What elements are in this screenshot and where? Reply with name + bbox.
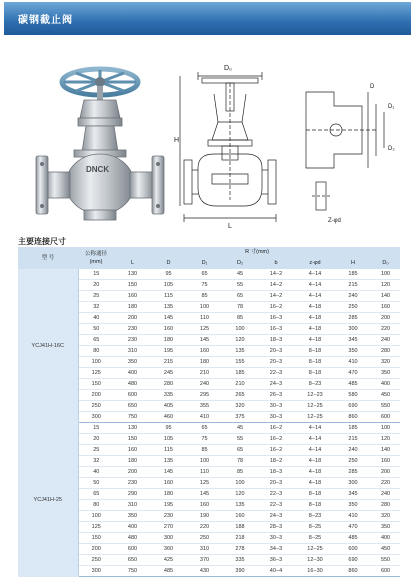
table-cell: 320 — [223, 401, 257, 412]
table-cell: 285 — [335, 467, 371, 478]
table-cell: 400 — [371, 533, 400, 544]
col-subheader: D — [151, 256, 186, 269]
table-cell: 140 — [371, 291, 400, 302]
table-cell: 45 — [223, 269, 257, 280]
table-cell: 160 — [223, 511, 257, 522]
table-cell: 78 — [223, 302, 257, 313]
table-cell: 410 — [335, 357, 371, 368]
table-cell: 135 — [151, 302, 186, 313]
table-cell: 50 — [78, 478, 114, 489]
table-cell: 278 — [223, 544, 257, 555]
table-cell: 4−14 — [295, 269, 335, 280]
table-cell: 405 — [151, 401, 186, 412]
table-cell: 8−18 — [295, 357, 335, 368]
table-cell: 300 — [335, 324, 371, 335]
table-cell: 230 — [114, 335, 151, 346]
table-cell: 220 — [371, 478, 400, 489]
table-cell: 550 — [371, 401, 400, 412]
table-cell: 250 — [335, 302, 371, 313]
table-cell: 8−18 — [295, 346, 335, 357]
table-cell: 370 — [186, 555, 223, 566]
table-cell: 8−18 — [295, 500, 335, 511]
table-cell: 16−2 — [257, 434, 295, 445]
table-cell: 32 — [78, 302, 114, 313]
table-cell: 600 — [114, 390, 151, 401]
table-cell: 485 — [335, 533, 371, 544]
table-cell: 188 — [223, 522, 257, 533]
table-cell: 65 — [186, 269, 223, 280]
table-cell: 8−18 — [295, 489, 335, 500]
table-cell: 180 — [186, 357, 223, 368]
table-cell: 860 — [335, 566, 371, 577]
table-cell: 4−14 — [295, 423, 335, 434]
table-cell: 230 — [151, 511, 186, 522]
table-cell: 4−18 — [295, 335, 335, 346]
table-cell: 15 — [78, 423, 114, 434]
table-cell: 135 — [223, 346, 257, 357]
table-cell: 135 — [151, 456, 186, 467]
table-cell: 85 — [186, 291, 223, 302]
table-cell: 100 — [371, 423, 400, 434]
col-header-dn — [78, 247, 114, 269]
table-cell: 30−3 — [257, 533, 295, 544]
table-cell: 200 — [78, 390, 114, 401]
table-cell: 270 — [151, 522, 186, 533]
table-cell: 410 — [186, 412, 223, 423]
col-header-type: 型 号 — [18, 247, 78, 269]
table-cell: 150 — [78, 379, 114, 390]
table-cell: 400 — [371, 379, 400, 390]
table-cell: 580 — [335, 390, 371, 401]
table-cell: 115 — [151, 445, 186, 456]
table-cell: 485 — [151, 566, 186, 577]
table-cell: 200 — [371, 313, 400, 324]
table-cell: 140 — [371, 445, 400, 456]
label-l: L — [228, 223, 232, 230]
table-cell: 130 — [114, 269, 151, 280]
table-cell: 16−2 — [257, 423, 295, 434]
table-cell: 100 — [223, 324, 257, 335]
table-cell: 180 — [114, 456, 151, 467]
table-cell: 36−3 — [257, 555, 295, 566]
table-cell: 40 — [78, 313, 114, 324]
table-cell: 100 — [78, 357, 114, 368]
table-cell: 150 — [114, 434, 151, 445]
table-cell: 32 — [78, 456, 114, 467]
table-cell: 860 — [335, 412, 371, 423]
table-cell: 400 — [114, 368, 151, 379]
col-subheader: D₁ — [186, 256, 223, 269]
table-cell: 75 — [186, 434, 223, 445]
table-cell: 75 — [186, 280, 223, 291]
col-header-dims: R 寸(mm) — [114, 247, 400, 256]
table-cell: 350 — [371, 368, 400, 379]
table-cell: 480 — [114, 379, 151, 390]
table-row — [18, 423, 400, 434]
page-title: 碳钢截止阀 — [18, 15, 73, 26]
table-cell: 16−3 — [257, 313, 295, 324]
table-cell: 78 — [223, 456, 257, 467]
table-cell: 195 — [151, 500, 186, 511]
table-cell: 105 — [151, 280, 186, 291]
table-cell: 12−25 — [295, 544, 335, 555]
table-cell: 16−3 — [257, 324, 295, 335]
table-cell: 105 — [151, 434, 186, 445]
table-cell: 30−3 — [257, 412, 295, 423]
table-cell: 20 — [78, 434, 114, 445]
table-cell: 310 — [114, 500, 151, 511]
table-cell: 65 — [223, 291, 257, 302]
table-cell: 12−25 — [295, 412, 335, 423]
table-cell: 550 — [371, 555, 400, 566]
section-title: 主要连接尺寸 — [18, 237, 66, 246]
table-cell: 28−3 — [257, 522, 295, 533]
col-subheader: H — [335, 256, 371, 269]
table-cell: 280 — [371, 500, 400, 511]
table-cell: 4−14 — [295, 291, 335, 302]
table-cell: 250 — [186, 533, 223, 544]
table-cell: 300 — [78, 412, 114, 423]
table-cell: 55 — [223, 434, 257, 445]
table-cell: 100 — [223, 478, 257, 489]
table-cell: 85 — [223, 313, 257, 324]
table-cell: 200 — [114, 313, 151, 324]
table-cell: 350 — [335, 346, 371, 357]
model-cell: YCJ41H-16C — [18, 269, 78, 423]
table-cell: 240 — [371, 335, 400, 346]
table-cell: 160 — [371, 302, 400, 313]
table-cell: 310 — [186, 544, 223, 555]
table-cell: 34−3 — [257, 544, 295, 555]
table-cell: 245 — [151, 368, 186, 379]
table-cell: 160 — [186, 346, 223, 357]
table-cell: 400 — [114, 522, 151, 533]
table-cell: 250 — [78, 555, 114, 566]
table-cell: 180 — [151, 335, 186, 346]
table-cell: 215 — [335, 434, 371, 445]
table-cell: 95 — [151, 269, 186, 280]
table-cell: 14−2 — [257, 269, 295, 280]
table-cell: 45 — [223, 423, 257, 434]
table-cell: 120 — [223, 335, 257, 346]
table-cell: 15 — [78, 269, 114, 280]
table-cell: 185 — [335, 423, 371, 434]
table-cell: 250 — [335, 456, 371, 467]
table-cell: 335 — [151, 390, 186, 401]
table-cell: 155 — [223, 357, 257, 368]
table-row — [18, 269, 400, 280]
table-cell: 25 — [78, 445, 114, 456]
table-cell: 350 — [335, 500, 371, 511]
table-cell: 160 — [151, 478, 186, 489]
table-cell: 320 — [371, 511, 400, 522]
table-cell: 220 — [371, 324, 400, 335]
table-cell: 4−18 — [295, 302, 335, 313]
table-cell: 320 — [371, 357, 400, 368]
table-cell: 345 — [335, 489, 371, 500]
table-cell: 190 — [186, 511, 223, 522]
table-cell: 110 — [186, 467, 223, 478]
table-cell: 85 — [186, 445, 223, 456]
table-cell: 120 — [223, 489, 257, 500]
table-cell: 20 — [78, 280, 114, 291]
table-cell: 125 — [186, 478, 223, 489]
table-cell: 120 — [371, 434, 400, 445]
table-cell: 4−18 — [295, 324, 335, 335]
table-cell: 350 — [114, 357, 151, 368]
table-cell: 8−23 — [295, 379, 335, 390]
table-cell: 12−30 — [295, 555, 335, 566]
table-cell: 20−3 — [257, 357, 295, 368]
table-cell: 425 — [151, 555, 186, 566]
table-cell: 200 — [371, 467, 400, 478]
table-cell: 750 — [114, 412, 151, 423]
table-cell: 24−3 — [257, 511, 295, 522]
table-cell: 8−25 — [295, 533, 335, 544]
table-cell: 160 — [371, 456, 400, 467]
table-cell: 100 — [78, 511, 114, 522]
table-cell: 50 — [78, 324, 114, 335]
table-cell: 8−18 — [295, 368, 335, 379]
table-cell: 18−3 — [257, 335, 295, 346]
valve-photo — [28, 60, 178, 232]
table-cell: 160 — [186, 500, 223, 511]
table-cell: 14−2 — [257, 291, 295, 302]
table-cell: 280 — [151, 379, 186, 390]
table-cell: 240 — [186, 379, 223, 390]
table-cell: 65 — [78, 335, 114, 346]
table-cell: 40 — [78, 467, 114, 478]
table-cell: 450 — [371, 390, 400, 401]
table-cell: 355 — [186, 401, 223, 412]
table-cell: 295 — [186, 390, 223, 401]
table-cell: 110 — [186, 313, 223, 324]
table-cell: 460 — [151, 412, 186, 423]
page-header — [4, 2, 411, 35]
table-cell: 218 — [223, 533, 257, 544]
table-cell: 12−23 — [295, 390, 335, 401]
table-cell: 280 — [371, 346, 400, 357]
table-cell: 8−25 — [295, 522, 335, 533]
table-cell: 300 — [78, 566, 114, 577]
table-cell: 16−2 — [257, 302, 295, 313]
table-cell: 600 — [114, 544, 151, 555]
table-cell: 690 — [335, 401, 371, 412]
table-cell: 200 — [78, 544, 114, 555]
label-d0: D₀ — [224, 65, 232, 72]
table-cell: 285 — [335, 313, 371, 324]
table-cell: 20−3 — [257, 346, 295, 357]
table-cell: 690 — [335, 555, 371, 566]
table-cell: 80 — [78, 500, 114, 511]
table-cell: 150 — [78, 533, 114, 544]
table-cell: 180 — [151, 489, 186, 500]
figures-area — [0, 40, 415, 235]
table-cell: 215 — [151, 357, 186, 368]
table-cell: 65 — [186, 423, 223, 434]
table-cell: 115 — [151, 291, 186, 302]
table-cell: 350 — [114, 511, 151, 522]
table-cell: 40−4 — [257, 566, 295, 577]
table-cell: 4−14 — [295, 280, 335, 291]
table-cell: 150 — [114, 280, 151, 291]
table-cell: 240 — [335, 445, 371, 456]
table-cell: 125 — [186, 324, 223, 335]
table-cell: 65 — [78, 489, 114, 500]
table-cell: 12−25 — [295, 401, 335, 412]
table-cell: 145 — [186, 489, 223, 500]
table-cell: 470 — [335, 522, 371, 533]
table-cell: 185 — [223, 368, 257, 379]
label-d1: D₁ — [388, 104, 395, 110]
table-cell: 18−2 — [257, 456, 295, 467]
col-subheader: z-φd — [295, 256, 335, 269]
table-cell: 26−3 — [257, 390, 295, 401]
table-cell: 16−2 — [257, 445, 295, 456]
table-cell: 600 — [371, 566, 400, 577]
table-body — [18, 269, 400, 577]
table-cell: 125 — [78, 368, 114, 379]
table-cell: 360 — [151, 544, 186, 555]
table-cell: 240 — [371, 489, 400, 500]
table-cell: 300 — [335, 478, 371, 489]
table-cell: 480 — [114, 533, 151, 544]
table-cell: 450 — [371, 544, 400, 555]
table-cell: 80 — [78, 346, 114, 357]
table-cell: 22−3 — [257, 500, 295, 511]
table-cell: 600 — [371, 412, 400, 423]
dimensions-table — [18, 247, 400, 577]
table-cell: 160 — [151, 324, 186, 335]
table-cell: 600 — [335, 544, 371, 555]
col-subheader: L — [114, 256, 151, 269]
label-d2: D₂ — [388, 146, 395, 152]
table-cell: 310 — [114, 346, 151, 357]
table-cell: 350 — [371, 522, 400, 533]
table-cell: 195 — [151, 346, 186, 357]
table-cell: 650 — [114, 555, 151, 566]
table-cell: 265 — [223, 390, 257, 401]
model-cell: YCJ41H-25 — [18, 423, 78, 577]
table-cell: 100 — [186, 302, 223, 313]
label-d: D — [370, 84, 375, 90]
table-cell: 390 — [223, 566, 257, 577]
table-cell: 22−3 — [257, 368, 295, 379]
table-cell: 650 — [114, 401, 151, 412]
label-h: H — [174, 137, 180, 144]
table-cell: 185 — [335, 269, 371, 280]
table-cell: 290 — [114, 489, 151, 500]
label-z: Z-φd — [328, 218, 341, 224]
col-header-dn-line1: 公称通径 — [84, 251, 107, 257]
table-cell: 120 — [371, 280, 400, 291]
table-cell: 4−18 — [295, 313, 335, 324]
table-cell: 16−30 — [295, 566, 335, 577]
table-cell: 4−14 — [295, 445, 335, 456]
table-cell: 4−18 — [295, 456, 335, 467]
table-cell: 375 — [223, 412, 257, 423]
table-cell: 160 — [114, 445, 151, 456]
table-cell: 230 — [114, 324, 151, 335]
table-cell: 85 — [223, 467, 257, 478]
table-cell: 430 — [186, 566, 223, 577]
table-cell: 215 — [335, 280, 371, 291]
table-cell: 145 — [151, 467, 186, 478]
table-cell: 240 — [335, 291, 371, 302]
table-cell: 125 — [78, 522, 114, 533]
table-cell: 65 — [223, 445, 257, 456]
table-cell: 135 — [223, 500, 257, 511]
table-cell: 95 — [151, 423, 186, 434]
table-cell: 4−18 — [295, 467, 335, 478]
table-cell: 130 — [114, 423, 151, 434]
table-cell: 145 — [186, 335, 223, 346]
table-cell: 25 — [78, 291, 114, 302]
table-cell: 55 — [223, 280, 257, 291]
table-cell: 20−3 — [257, 478, 295, 489]
table-cell: 4−18 — [295, 478, 335, 489]
table-cell: 230 — [114, 478, 151, 489]
table-cell: 18−3 — [257, 467, 295, 478]
technical-drawing — [174, 50, 408, 240]
table-cell: 210 — [186, 368, 223, 379]
table-cell: 100 — [186, 456, 223, 467]
table-cell: 250 — [78, 401, 114, 412]
table-cell: 750 — [114, 566, 151, 577]
table-cell: 24−3 — [257, 379, 295, 390]
table-cell: 8−23 — [295, 511, 335, 522]
table-cell: 145 — [151, 313, 186, 324]
table-cell: 335 — [223, 555, 257, 566]
table-cell: 160 — [114, 291, 151, 302]
table-cell: 4−14 — [295, 434, 335, 445]
table-cell: 100 — [371, 269, 400, 280]
col-subheader: D₂ — [223, 256, 257, 269]
col-subheader: D₀ — [371, 256, 400, 269]
table-cell: 300 — [151, 533, 186, 544]
col-subheader: b — [257, 256, 295, 269]
table-cell: 200 — [114, 467, 151, 478]
table-cell: 22−3 — [257, 489, 295, 500]
table-cell: 210 — [223, 379, 257, 390]
table-cell: 220 — [186, 522, 223, 533]
table-cell: 485 — [335, 379, 371, 390]
brand-text: DNCK — [86, 165, 110, 174]
col-header-dn-line2: (mm) — [89, 259, 103, 265]
table-cell: 14−2 — [257, 280, 295, 291]
table-cell: 30−3 — [257, 401, 295, 412]
table-cell: 345 — [335, 335, 371, 346]
table-cell: 410 — [335, 511, 371, 522]
table-cell: 470 — [335, 368, 371, 379]
table-cell: 180 — [114, 302, 151, 313]
